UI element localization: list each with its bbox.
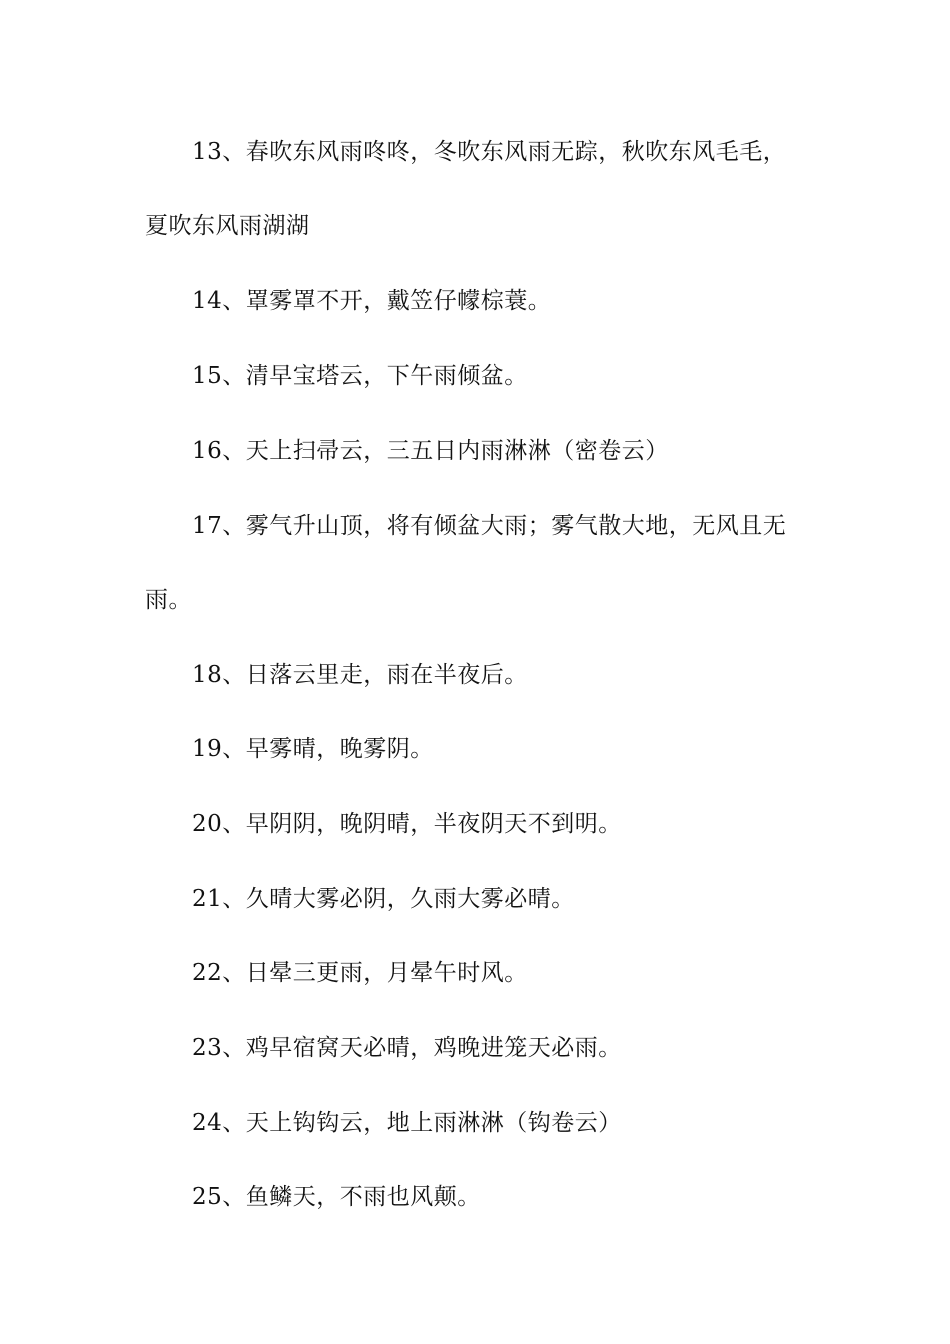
proverb-24: 24、天上钩钩云，地上雨淋淋（钩卷云）	[192, 1110, 622, 1136]
proverb-22: 22、日晕三更雨，月晕午时风。	[192, 960, 528, 986]
proverb-18: 18、日落云里走，雨在半夜后。	[192, 662, 528, 688]
proverb-23: 23、鸡早宿窝天必晴，鸡晚进笼天必雨。	[192, 1035, 622, 1061]
proverb-13-line-2: 夏吹东风雨湖湖	[145, 213, 310, 239]
proverb-15: 15、清早宝塔云，下午雨倾盆。	[192, 363, 528, 389]
proverb-13-line-1: 13、春吹东风雨咚咚，冬吹东风雨无踪，秋吹东风毛毛，	[192, 139, 787, 165]
proverb-25: 25、鱼鳞天，不雨也风颠。	[192, 1184, 481, 1210]
proverb-21: 21、久晴大雾必阴，久雨大雾必晴。	[192, 886, 575, 912]
proverb-20: 20、早阴阴，晚阴晴，半夜阴天不到明。	[192, 811, 622, 837]
proverb-17-line-1: 17、雾气升山顶，将有倾盆大雨；雾气散大地，无风且无	[192, 513, 787, 539]
proverb-16: 16、天上扫帚云，三五日内雨淋淋（密卷云）	[192, 438, 669, 464]
proverb-17-line-2: 雨。	[145, 587, 192, 613]
proverb-14: 14、罩雾罩不开，戴笠仔幪棕蓑。	[192, 288, 552, 314]
proverb-19: 19、早雾晴，晚雾阴。	[192, 736, 434, 762]
